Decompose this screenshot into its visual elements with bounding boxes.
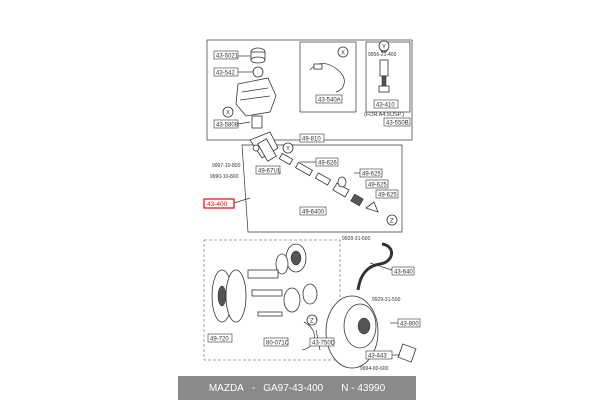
caption-ref: N - 43990 — [341, 382, 386, 394]
svg-text:43-800: 43-800 — [400, 321, 419, 328]
callout-9928-31: 9928-31-500 — [342, 236, 371, 242]
caption-part-number: GA97-43-400 — [263, 382, 324, 394]
svg-text:Y: Y — [382, 44, 387, 51]
callout-43-550b — [384, 118, 410, 127]
caption-bar — [178, 376, 416, 400]
svg-text:Z: Z — [310, 318, 314, 325]
callout-43-410 — [374, 100, 398, 109]
callout-43-5808 — [214, 120, 239, 129]
svg-text:43-542: 43-542 — [216, 70, 235, 77]
svg-text:49-810: 49-810 — [302, 136, 321, 143]
svg-text:Z: Z — [390, 218, 394, 225]
svg-text:49-625: 49-625 — [368, 182, 387, 189]
svg-text:43-443: 43-443 — [368, 353, 387, 360]
marker-x-left — [223, 107, 233, 117]
callout-49-720 — [208, 334, 232, 343]
svg-text:43-750D: 43-750D — [312, 340, 336, 347]
callout-9929-31: 9929-31-500 — [372, 297, 401, 303]
callout-49-625-b — [366, 180, 388, 189]
svg-text:43-550B: 43-550B — [386, 120, 409, 127]
callout-49-625-c — [376, 190, 398, 199]
callout-49-626 — [316, 158, 338, 167]
callout-9997-10: 9997-10-800 — [212, 163, 241, 169]
callout-43-540a — [316, 95, 342, 104]
callout-43-640 — [392, 267, 414, 276]
gasket — [398, 344, 416, 362]
brake-booster — [212, 244, 317, 322]
svg-text:X: X — [226, 110, 231, 117]
master-cylinder-body — [250, 132, 278, 161]
callout-43-542 — [214, 68, 238, 77]
svg-text:43-640: 43-640 — [394, 269, 413, 276]
callout-43-800 — [398, 319, 420, 328]
svg-text:Y: Y — [286, 146, 291, 153]
callout-43-400-highlighted — [204, 199, 234, 208]
svg-text:43-540A: 43-540A — [318, 97, 341, 104]
svg-text:43-400: 43-400 — [207, 201, 228, 208]
marker-z-lower — [307, 315, 317, 325]
callout-9990-10: 9990-10-800 — [210, 174, 239, 180]
callout-43-5021 — [214, 51, 239, 60]
svg-text:43-5021: 43-5021 — [216, 53, 239, 60]
vacuum-hose — [358, 244, 392, 290]
marker-y-mid — [283, 143, 293, 153]
callout-80-071c — [264, 338, 290, 347]
marker-y-top — [379, 41, 389, 51]
svg-text:49-6400: 49-6400 — [302, 209, 325, 216]
callout-49-67ul — [256, 166, 282, 175]
svg-text:49-720: 49-720 — [210, 336, 229, 343]
callout-9956-21: 9956-21-400 — [368, 52, 397, 58]
svg-text:X: X — [341, 50, 346, 57]
callout-43-750d — [310, 338, 336, 347]
callout-43-443 — [366, 351, 392, 360]
marker-x-top — [338, 47, 348, 57]
caption-brand: MAZDA — [208, 382, 244, 394]
reservoir-tank — [236, 78, 276, 128]
callout-49-625-a — [360, 169, 382, 178]
svg-text:49-67UL: 49-67UL — [258, 168, 282, 175]
svg-text:49-626: 49-626 — [318, 160, 337, 167]
for-note: (FOR A4.5USP.) — [364, 112, 404, 118]
caption-separator: - — [251, 382, 256, 394]
svg-text:49-625: 49-625 — [378, 192, 397, 199]
svg-text:80-071C: 80-071C — [266, 340, 290, 347]
callout-49-810 — [300, 134, 324, 143]
callout-9994-00: 9994-00-600 — [360, 366, 389, 372]
svg-text:49-625: 49-625 — [362, 171, 381, 178]
callout-49-6400 — [300, 207, 326, 216]
marker-z-right — [387, 215, 397, 225]
svg-text:43-5808: 43-5808 — [216, 122, 239, 129]
reservoir-cap — [251, 48, 265, 77]
svg-text:43-410: 43-410 — [376, 102, 395, 109]
